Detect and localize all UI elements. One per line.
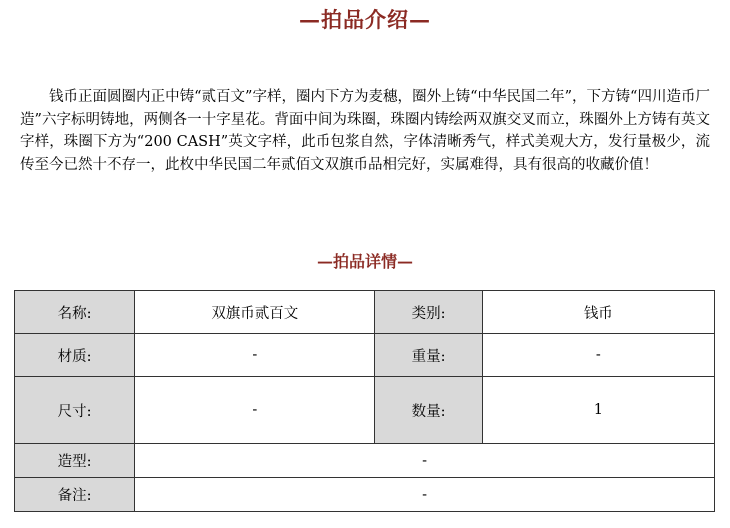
value-size: -	[135, 377, 375, 444]
label-remarks: 备注:	[15, 478, 135, 512]
intro-title: —拍品介绍—	[299, 7, 431, 32]
details-title: —拍品详情—	[316, 252, 413, 271]
table-row	[15, 291, 715, 334]
value-material: -	[135, 334, 375, 377]
label-quantity: 数量:	[375, 377, 482, 444]
label-name: 名称:	[15, 291, 135, 334]
table-row	[15, 478, 715, 512]
label-material: 材质:	[15, 334, 135, 377]
label-weight: 重量:	[375, 334, 482, 377]
intro-paragraph: 钱币正面圆圈内正中铸“贰百文”字样，圈内下方为麦穗，圈外上铸“中华民国二年”，下方铸“四川造币厂造”六字标明铸地，两侧各一十字星花。背面中间为珠圈，珠圈内铸绘两双旗交叉而立，珠圈外上方铸有英文字样，珠圈下方为“200 CASH”英文字样，此币包浆自然，字体清晰秀气，样式美观大方，发行量极少，流传至今已然十不存一，此枚中华民国二年贰佰文双旗币品相完好，实属难得，具有很高的收藏价值！	[20, 89, 710, 173]
details-table	[14, 290, 715, 512]
label-category: 类别:	[375, 291, 482, 334]
table-row	[15, 444, 715, 478]
label-shape: 造型:	[15, 444, 135, 478]
label-size: 尺寸:	[15, 377, 135, 444]
table-row	[15, 334, 715, 377]
value-category: 钱币	[482, 291, 714, 334]
value-shape: -	[135, 444, 715, 478]
table-row	[15, 377, 715, 444]
value-quantity: 1	[482, 377, 714, 444]
value-remarks: -	[135, 478, 715, 512]
value-name: 双旗币贰百文	[135, 291, 375, 334]
value-weight: -	[482, 334, 714, 377]
